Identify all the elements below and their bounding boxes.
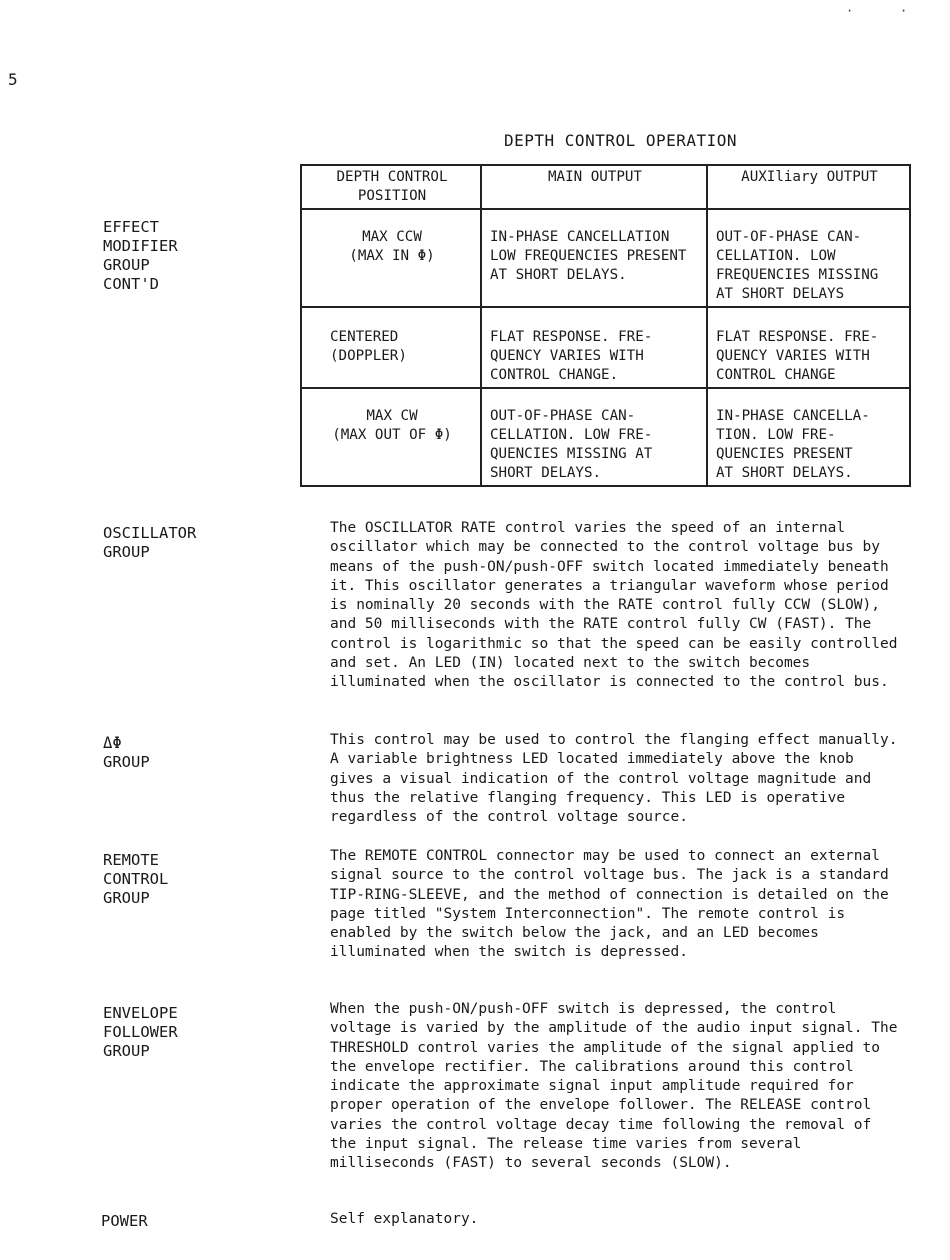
table-row: [301, 388, 910, 486]
cell-aux-output: FLAT RESPONSE. FRE- QUENCY VARIES WITH CONTROL CHANGE: [707, 307, 910, 388]
cell-aux-output: OUT-OF-PHASE CAN- CELLATION. LOW FREQUENCIES MISSING AT SHORT DELAYS: [707, 209, 910, 307]
section-label-effect-modifier: EFFECT MODIFIER GROUP CONT'D: [103, 218, 178, 293]
section-label-envelope-follower: ENVELOPE FOLLOWER GROUP: [103, 1004, 178, 1060]
header-position: DEPTH CONTROL POSITION: [301, 165, 481, 209]
oscillator-text: The OSCILLATOR RATE control varies the speed of an internal oscillator which may be connected to the control voltage bus by means of the push-ON/push-OFF switch located immediately beneath it. This oscillator generates a triangular waveform whose period is nominally 20 seconds with the RATE control fully CCW (SLOW), and 50 milliseconds with the RATE control fully CW (FAST). The control is logarithmic so that the speed can be easily controlled and set. An LED (IN) located next to the switch becomes illuminated when the oscillator is connected to the control bus.: [330, 520, 898, 691]
section-body-oscillator: [330, 519, 900, 693]
power-text: Self explanatory.: [330, 1211, 479, 1227]
remote-control-text: The REMOTE CONTROL connector may be used to connect an external signal source to the control voltage bus. The jack is a standard TIP-RING-SLEEVE, and the method of connection is detailed on the page titled "System Interconnection". The remote control is enabled by the switch below the jack, and an LED becomes illuminated when the switch is depressed.: [330, 848, 889, 961]
scan-speck: ·: [846, 4, 854, 18]
cell-main-output: FLAT RESPONSE. FRE- QUENCY VARIES WITH CONTROL CHANGE.: [481, 307, 707, 388]
depth-control-table: [300, 164, 911, 487]
section-body-remote-control: [330, 847, 900, 963]
section-label-delta-phi: ΔΦ GROUP: [103, 734, 150, 771]
header-main-output: MAIN OUTPUT: [481, 165, 707, 209]
table-header-row: [301, 165, 910, 209]
section-label-remote-control: REMOTE CONTROL GROUP: [103, 851, 169, 907]
cell-main-output: IN-PHASE CANCELLATION LOW FREQUENCIES PRESENT AT SHORT DELAYS.: [481, 209, 707, 307]
section-body-delta-phi: [330, 731, 900, 827]
envelope-follower-text: When the push-ON/push-OFF switch is depressed, the control voltage is varied by the amplitude of the audio input signal. The THRESHOLD control varies the amplitude of the signal applied to the envelope rectifier. The calibrations around this control indicate the approximate signal input amplitude required for proper operation of the envelope follower. The RELEASE control varies the control voltage decay time following the removal of the input signal. The release time varies from several milliseconds (FAST) to several seconds (SLOW).: [330, 1001, 898, 1172]
table-title: DEPTH CONTROL OPERATION: [504, 131, 738, 150]
delta-phi-text: This control may be used to control the flanging effect manually. A variable brightness LED located immediately above the knob gives a visual indication of the control voltage magnitude and thus the relative flanging frequency. This LED is operative regardless of the control voltage source.: [330, 732, 898, 826]
cell-main-output: OUT-OF-PHASE CAN- CELLATION. LOW FRE- QUENCIES MISSING AT SHORT DELAYS.: [481, 388, 707, 486]
table-row: [301, 209, 910, 307]
section-label-power: POWER: [101, 1212, 148, 1230]
section-body-envelope-follower: [330, 1000, 900, 1174]
cell-position: CENTERED (DOPPLER): [301, 307, 481, 388]
header-aux-output: AUXIliary OUTPUT: [707, 165, 910, 209]
table-row: [301, 307, 910, 388]
cell-position: MAX CCW (MAX IN Φ): [301, 209, 481, 307]
cell-position: MAX CW (MAX OUT OF Φ): [301, 388, 481, 486]
cell-aux-output: IN-PHASE CANCELLA- TION. LOW FRE- QUENCIES PRESENT AT SHORT DELAYS.: [707, 388, 910, 486]
scan-speck: ·: [900, 4, 908, 18]
section-label-oscillator: OSCILLATOR GROUP: [103, 524, 197, 561]
section-body-power: [330, 1210, 900, 1229]
page-number: 5: [8, 70, 18, 89]
